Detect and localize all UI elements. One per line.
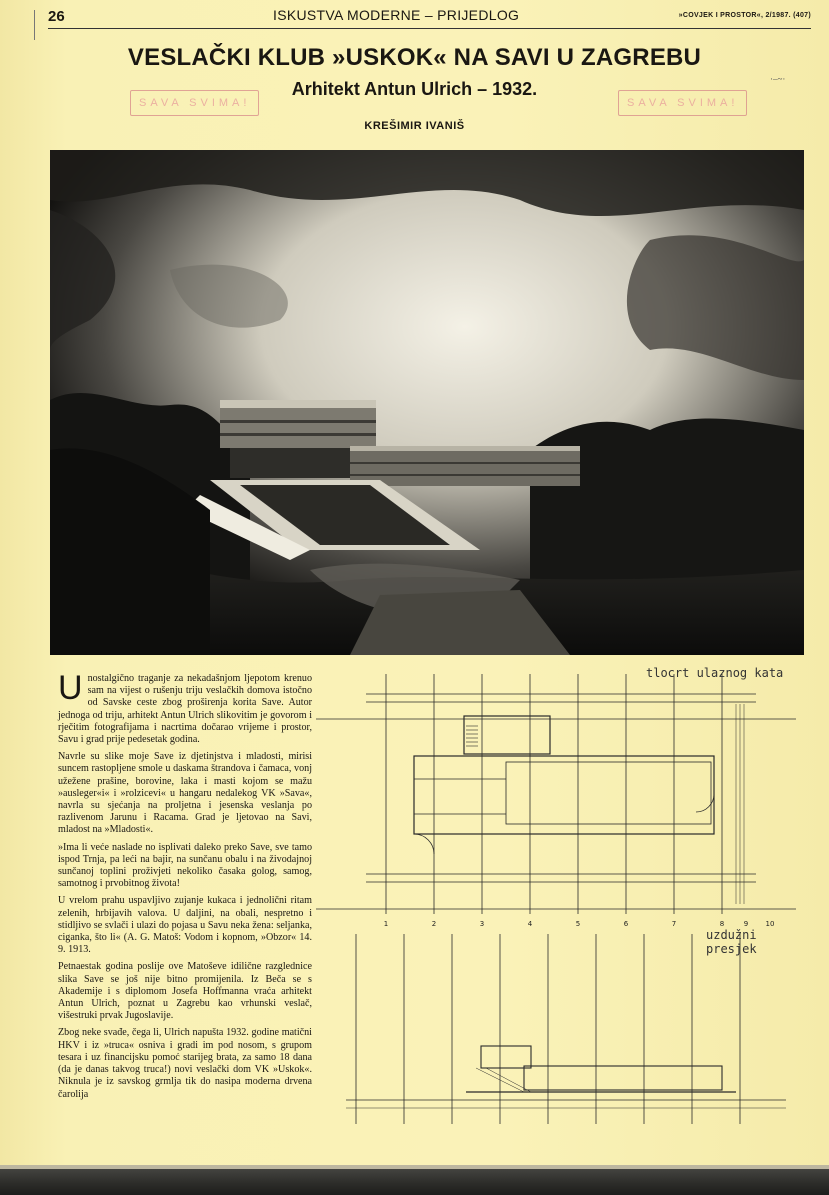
paragraph: Petnaestak godina poslije ove Matoševe idilične razglednice slika Save se još nije bitno promijenila. Iz Beča se s Akademije i s diplomom Josefa Hoffmanna vraća arhitekt Antun Ulrich, poznat u Zagrebu kao vrhunski veslač, višestruki prvak Jugoslavije. — [58, 961, 312, 1022]
running-header — [48, 6, 811, 29]
margin-rule — [34, 10, 35, 40]
ornament-mark: ·–~· — [770, 74, 786, 84]
paragraph: Zbog neke svađe, čega li, Ulrich napušta 1932. godine matični HKV i iz »truca« osniva i gradi im pod nosom, s grupom tesara i uz financijsku pomoć starijeg brata, za samo 18 dana (da je danas takvog truca!) novi veslački dom VK »Uskok«. Niknula je iz savskog grmlja tik do nasipa moderna drvena čarolija — [58, 1027, 312, 1100]
section-title: ISKUSTVA MODERNE – PRIJEDLOG — [273, 7, 520, 23]
axis-number: 3 — [479, 920, 485, 928]
article-title: VESLAČKI KLUB »USKOK« NA SAVI U ZAGREBU — [127, 44, 702, 71]
axis-number: 6 — [623, 920, 629, 928]
article-subtitle: Arhitekt Antun Ulrich – 1932. — [291, 79, 538, 99]
paragraph: »Ima li veće naslade no isplivati daleko preko Save, sve tamo ispod Trnja, pa leći na bajir, na sunčanu obalu i na živodajnoj sunčanoj toplini proživjeti nekoliko časaka golog, samog, samotnog i prvobitnog života! — [58, 841, 312, 890]
stamp-right: SAVA SVIMA! — [618, 90, 747, 116]
axis-number: 2 — [431, 920, 437, 928]
scan-bottom-edge — [0, 1165, 829, 1195]
boathouse-photo — [50, 150, 804, 655]
source-reference: »COVJEK I PROSTOR«, 2/1987. (407) — [678, 12, 811, 19]
paragraph-text: nostalgično traganje za nekadašnjom ljepotom krenuo sam na vijest o rušenju triju veslačkih domova istočno od Savske ceste zbog proširenja korita Save. Autor jednoga od triju, arhitekt Antun Ulrich slikovitim je govorom i rječitim fotografijama i nacrtima dočarao vrijeme i prostor, Savu i grad prije pedesetak godina. — [58, 673, 312, 746]
article-body — [58, 669, 312, 1106]
axis-number: 9 — [743, 920, 749, 928]
axis-number: 10 — [765, 920, 775, 928]
paragraph: U vrelom prahu uspavljivo zujanje kukaca i jednolični ritam zelenih, hrbijavih valova. U daljini, na obali, nespretno i stidljivo se svlači i ulazi do pojasa u Savu neka žena: seljanka, ciganka, što li« (A. G. Matoš: Vodom i kopnom, »Obzor« 14. 9. 1913. — [58, 895, 312, 956]
axis-number: 7 — [671, 920, 677, 928]
axis-number: 4 — [527, 920, 533, 928]
paragraph — [58, 669, 312, 746]
axis-number: 5 — [575, 920, 581, 928]
paragraph: Navrle su slike moje Save iz djetinjstva i mladosti, mirisi suncem rastopljene smole u daskama štrandova i čamaca, vonj užežene prašine, borovine, laka i masti kojom se mažu »ausleger«i« i »rolzicevi« u hangaru nedalekog VK »Sava«, navrla su sjećanja na proljetna i jesenska veslanja po razlivenom Jarunu i Racama. Grad je ljetovao na Savi, mladost na »Mladosti«. — [58, 751, 312, 836]
drop-cap: U — [58, 669, 83, 707]
article-author: KREŠIMIR IVANIŠ — [364, 120, 465, 132]
architectural-drawings — [316, 664, 814, 1134]
stamp-left: SAVA SVIMA! — [130, 90, 259, 116]
axis-number: 8 — [719, 920, 725, 928]
page-number: 26 — [48, 8, 65, 25]
axis-number: 1 — [383, 920, 389, 928]
floor-plan-and-section — [316, 664, 814, 1134]
plan-label: tlocrt ulaznog kata — [646, 666, 784, 680]
scan-edge-strip — [0, 1165, 829, 1169]
section-label: uzdužni presjek — [706, 928, 757, 956]
